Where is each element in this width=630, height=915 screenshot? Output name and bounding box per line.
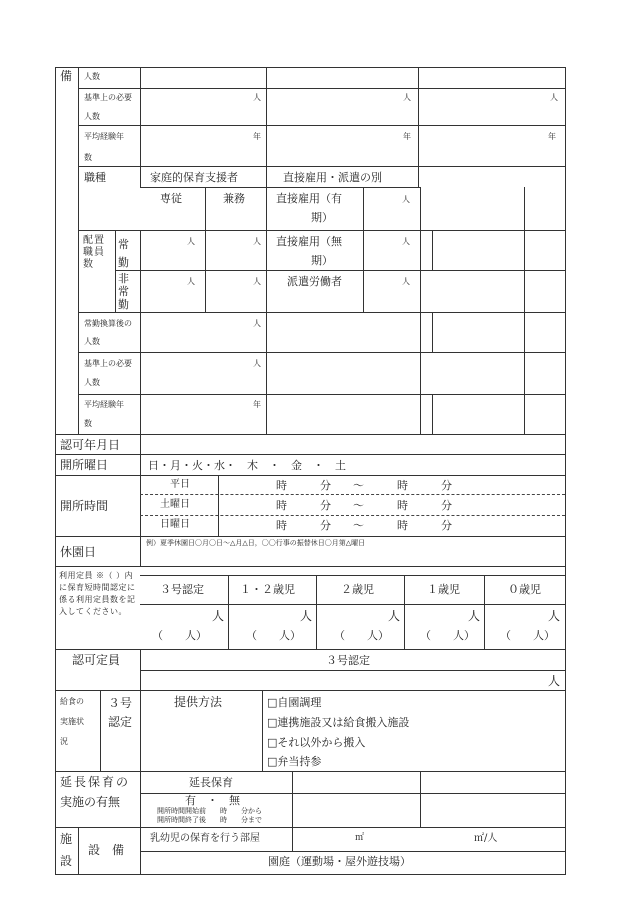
heikin2-unit: 年 [253, 400, 261, 409]
kyushoku-label-l2: 実施状 [60, 717, 84, 726]
riyou-teiin-label: 利用定員 ※（ ）内に保育短時間認定に係る利用定員数を記入してください。 [59, 571, 136, 616]
teiin-unit-3: 人 [388, 609, 401, 623]
kijun-label-l1: 基準上の必要 [84, 93, 132, 102]
kansan-label-l2: 人数 [84, 337, 100, 346]
encho-yesno[interactable]: 有 ・ 無 [185, 794, 240, 807]
haken-label: 派遣労働者 [287, 275, 342, 288]
kyushoku-label-l3: 況 [60, 737, 68, 746]
shisetsu-label-l2: 設 [60, 854, 73, 868]
kenmu-header: 兼務 [223, 192, 245, 205]
ninka-teiin-col: ３号認定 [326, 654, 370, 667]
hijokin-senju-unit: 人 [187, 277, 195, 286]
jokin-senju-unit: 人 [187, 237, 195, 246]
room-m2: ㎡ [355, 833, 365, 843]
kyushoku-label-l1: 給食の [60, 697, 84, 706]
muki-unit: 人 [402, 237, 410, 246]
ninka-teiin-unit: 人 [548, 674, 561, 688]
chokusetsu-haken-header: 直接雇用・派遣の別 [283, 171, 382, 184]
kyushoku-option-1[interactable]: □自園調理 [267, 696, 322, 709]
kyushoku-option-2[interactable]: □連携施設又は給食搬入施設 [267, 716, 410, 729]
shokushu-label: 職種 [84, 171, 106, 184]
kijun-unit-1: 人 [253, 93, 261, 102]
teiin-col-2sai: ２歳児 [341, 583, 374, 596]
teiin-col-3gou: ３号認定 [160, 583, 204, 596]
kijun-label-l2: 人数 [84, 112, 100, 121]
teiin-col-0sai: ０歳児 [508, 583, 541, 596]
kansan-unit: 人 [253, 319, 261, 328]
kyushoku-nintei-l1: ３号 [108, 696, 133, 710]
heikin-label-l1: 平均経験年 [84, 132, 124, 141]
heikin2-label-l2: 数 [84, 419, 92, 428]
kyushoku-nintei-l2: 認定 [108, 715, 133, 729]
kijun2-label-l2: 人数 [84, 378, 100, 387]
ninka-teiin-label: 認可定員 [72, 653, 121, 667]
encho-label-l2: 実施の有無 [60, 795, 121, 809]
kaisho-youbi-days: 日・月・火・水・ 木 ・ 金 ・ 土 [148, 459, 346, 472]
kyushoku-option-3[interactable]: □それ以外から搬入 [267, 736, 366, 749]
jikan-row-weekday-value: 時 分 ～ 時 分 [276, 479, 452, 492]
kyushoku-option-4[interactable]: □弁当持参 [267, 755, 322, 768]
heikin-unit-3: 年 [548, 132, 556, 141]
garden-label: 園庭（運動場・屋外遊技場） [268, 855, 411, 868]
heikin-unit-1: 年 [253, 132, 261, 141]
haichi-label: 配置職員数 [83, 235, 105, 270]
jikan-row-weekday-label: 平日 [170, 479, 190, 490]
teiin-col-1sai: １歳児 [427, 583, 460, 596]
teiin-paren-3: （ 人） [334, 629, 389, 642]
kaisho-jikan-label: 開所時間 [60, 499, 109, 513]
kijun-unit-3: 人 [550, 93, 558, 102]
chokusetsu-muki-l2: 期） [311, 254, 333, 267]
teiin-unit-4: 人 [468, 609, 481, 623]
teiin-unit-2: 人 [300, 609, 313, 623]
teiin-paren-5: （ 人） [500, 629, 555, 642]
setsubi-label: 設 備 [88, 843, 125, 857]
shisetsu-label-l1: 施 [60, 832, 73, 846]
teiin-col-12sai: １・２歳児 [240, 583, 295, 596]
bikou-label: 備 [60, 69, 73, 83]
teiin-paren-1: （ 人） [152, 629, 207, 642]
heikin-label-l2: 数 [84, 153, 92, 162]
jokin-label: 常勤 [118, 238, 129, 269]
kijun-unit-2: 人 [403, 93, 411, 102]
chokusetsu-yuki-l2: 期） [311, 211, 333, 224]
chokusetsu-muki-l1: 直接雇用（無 [276, 235, 342, 248]
kijun2-label-l1: 基準上の必要 [84, 359, 132, 368]
encho-label-l1: 延長保育の [60, 775, 131, 789]
kyushoku-method: 提供方法 [174, 695, 223, 709]
kansan-label-l1: 常勤換算後の [84, 319, 132, 328]
heikin-unit-2: 年 [403, 132, 411, 141]
teiin-paren-4: （ 人） [420, 629, 475, 642]
chokusetsu-yuki-l1: 直接雇用（有 [276, 192, 342, 205]
heikin2-label-l1: 平均経験年 [84, 400, 124, 409]
kijun2-unit: 人 [253, 359, 261, 368]
jikan-row-sunday-label: 日曜日 [160, 519, 190, 530]
room-label: 乳幼児の保育を行う部屋 [150, 833, 260, 844]
teiin-unit-5: 人 [548, 609, 561, 623]
hijokin-label: 非常勤 [118, 272, 129, 311]
hijokin-kenmu-unit: 人 [253, 277, 261, 286]
senju-header: 専従 [160, 192, 182, 205]
encho-end: 開所時間終了後 時 分まで [157, 816, 262, 824]
ninzu-label: 人数 [84, 72, 100, 81]
kateiteki-header: 家庭的保育支援者 [150, 171, 238, 184]
kaisho-youbi-label: 開所曜日 [60, 458, 109, 472]
kyuen-label: 休園日 [60, 545, 97, 559]
haken-unit: 人 [402, 277, 410, 286]
yuki-unit: 人 [402, 195, 410, 204]
encho-start: 開所時間開始前 時 分から [157, 807, 262, 815]
jikan-row-sunday-value: 時 分 ～ 時 分 [276, 519, 452, 532]
kyuen-example: 例）夏季休園日〇月〇日～△月△日，〇〇行事の振替休日〇月第△曜日 [146, 539, 366, 547]
ninka-date-label: 認可年月日 [60, 438, 121, 452]
jokin-kenmu-unit: 人 [253, 237, 261, 246]
jikan-row-saturday-label: 土曜日 [160, 499, 190, 510]
encho-head: 延長保育 [189, 776, 233, 789]
teiin-unit-1: 人 [212, 609, 225, 623]
room-m2-per: ㎡/人 [474, 833, 498, 844]
jikan-row-saturday-value: 時 分 ～ 時 分 [276, 499, 452, 512]
teiin-paren-2: （ 人） [246, 629, 301, 642]
